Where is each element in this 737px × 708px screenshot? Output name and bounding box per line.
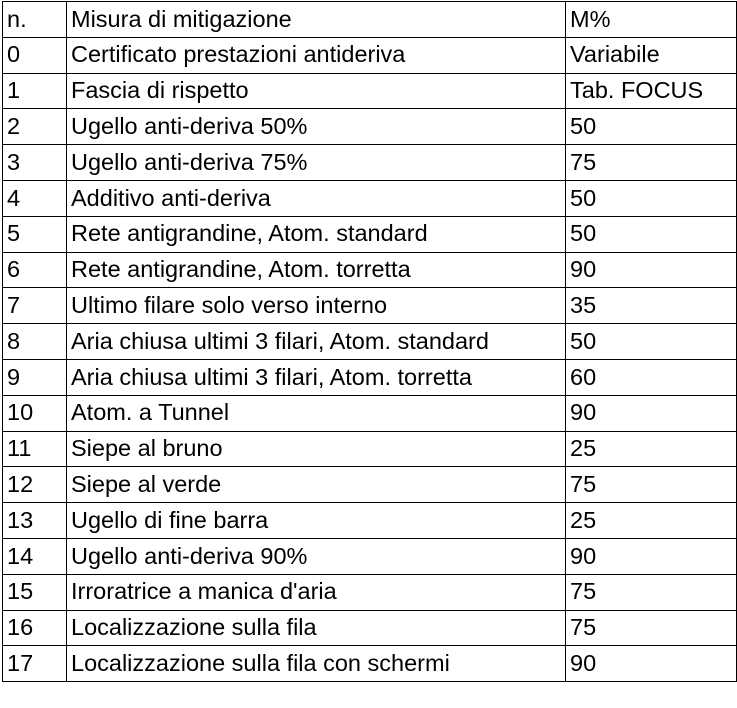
cell-n: 2 (3, 109, 67, 145)
cell-n: 7 (3, 288, 67, 324)
table-row (3, 324, 737, 360)
cell-misura: Rete antigrandine, Atom. torretta (67, 252, 566, 288)
cell-misura: Aria chiusa ultimi 3 filari, Atom. torretta (67, 359, 566, 395)
table-row (3, 359, 737, 395)
cell-misura: Localizzazione sulla fila con schermi (67, 646, 566, 682)
cell-percent: Tab. FOCUS (566, 73, 737, 109)
cell-misura: Ultimo filare solo verso interno (67, 288, 566, 324)
table-row (3, 252, 737, 288)
cell-n: 1 (3, 73, 67, 109)
cell-n: 8 (3, 324, 67, 360)
cell-percent: 35 (566, 288, 737, 324)
cell-percent: 75 (566, 467, 737, 503)
cell-misura: Irroratrice a manica d'aria (67, 574, 566, 610)
cell-n: 10 (3, 395, 67, 431)
header-row (3, 2, 737, 38)
table-row (3, 646, 737, 682)
cell-n: 16 (3, 610, 67, 646)
table-row (3, 288, 737, 324)
cell-misura: Fascia di rispetto (67, 73, 566, 109)
table-row (3, 37, 737, 73)
cell-misura: Ugello anti-deriva 50% (67, 109, 566, 145)
cell-misura: Siepe al verde (67, 467, 566, 503)
table-row (3, 431, 737, 467)
cell-misura: Ugello di fine barra (67, 503, 566, 539)
cell-n: 15 (3, 574, 67, 610)
cell-n: 11 (3, 431, 67, 467)
cell-percent: 90 (566, 538, 737, 574)
header-percent: M% (566, 2, 737, 38)
table-row (3, 574, 737, 610)
table-row (3, 395, 737, 431)
table-row (3, 216, 737, 252)
header-misura: Misura di mitigazione (67, 2, 566, 38)
cell-n: 17 (3, 646, 67, 682)
cell-n: 6 (3, 252, 67, 288)
table-row (3, 73, 737, 109)
table-row (3, 503, 737, 539)
table-row (3, 610, 737, 646)
cell-percent: Variabile (566, 37, 737, 73)
cell-n: 14 (3, 538, 67, 574)
cell-n: 5 (3, 216, 67, 252)
table-row (3, 467, 737, 503)
cell-misura: Certificato prestazioni antideriva (67, 37, 566, 73)
table-row (3, 145, 737, 181)
cell-misura: Ugello anti-deriva 90% (67, 538, 566, 574)
mitigation-table (2, 1, 737, 682)
table-body (3, 2, 737, 682)
cell-percent: 90 (566, 646, 737, 682)
table-row (3, 180, 737, 216)
cell-n: 13 (3, 503, 67, 539)
cell-misura: Rete antigrandine, Atom. standard (67, 216, 566, 252)
cell-misura: Ugello anti-deriva 75% (67, 145, 566, 181)
cell-misura: Atom. a Tunnel (67, 395, 566, 431)
cell-misura: Siepe al bruno (67, 431, 566, 467)
cell-percent: 90 (566, 252, 737, 288)
cell-percent: 50 (566, 180, 737, 216)
cell-n: 12 (3, 467, 67, 503)
cell-misura: Aria chiusa ultimi 3 filari, Atom. standard (67, 324, 566, 360)
cell-percent: 50 (566, 324, 737, 360)
cell-percent: 50 (566, 216, 737, 252)
cell-misura: Localizzazione sulla fila (67, 610, 566, 646)
cell-percent: 75 (566, 610, 737, 646)
cell-n: 9 (3, 359, 67, 395)
header-n: n. (3, 2, 67, 38)
cell-misura: Additivo anti-deriva (67, 180, 566, 216)
cell-percent: 50 (566, 109, 737, 145)
cell-percent: 25 (566, 503, 737, 539)
cell-percent: 60 (566, 359, 737, 395)
cell-n: 3 (3, 145, 67, 181)
table-row (3, 109, 737, 145)
cell-n: 4 (3, 180, 67, 216)
table-row (3, 538, 737, 574)
cell-n: 0 (3, 37, 67, 73)
cell-percent: 25 (566, 431, 737, 467)
cell-percent: 90 (566, 395, 737, 431)
cell-percent: 75 (566, 145, 737, 181)
cell-percent: 75 (566, 574, 737, 610)
